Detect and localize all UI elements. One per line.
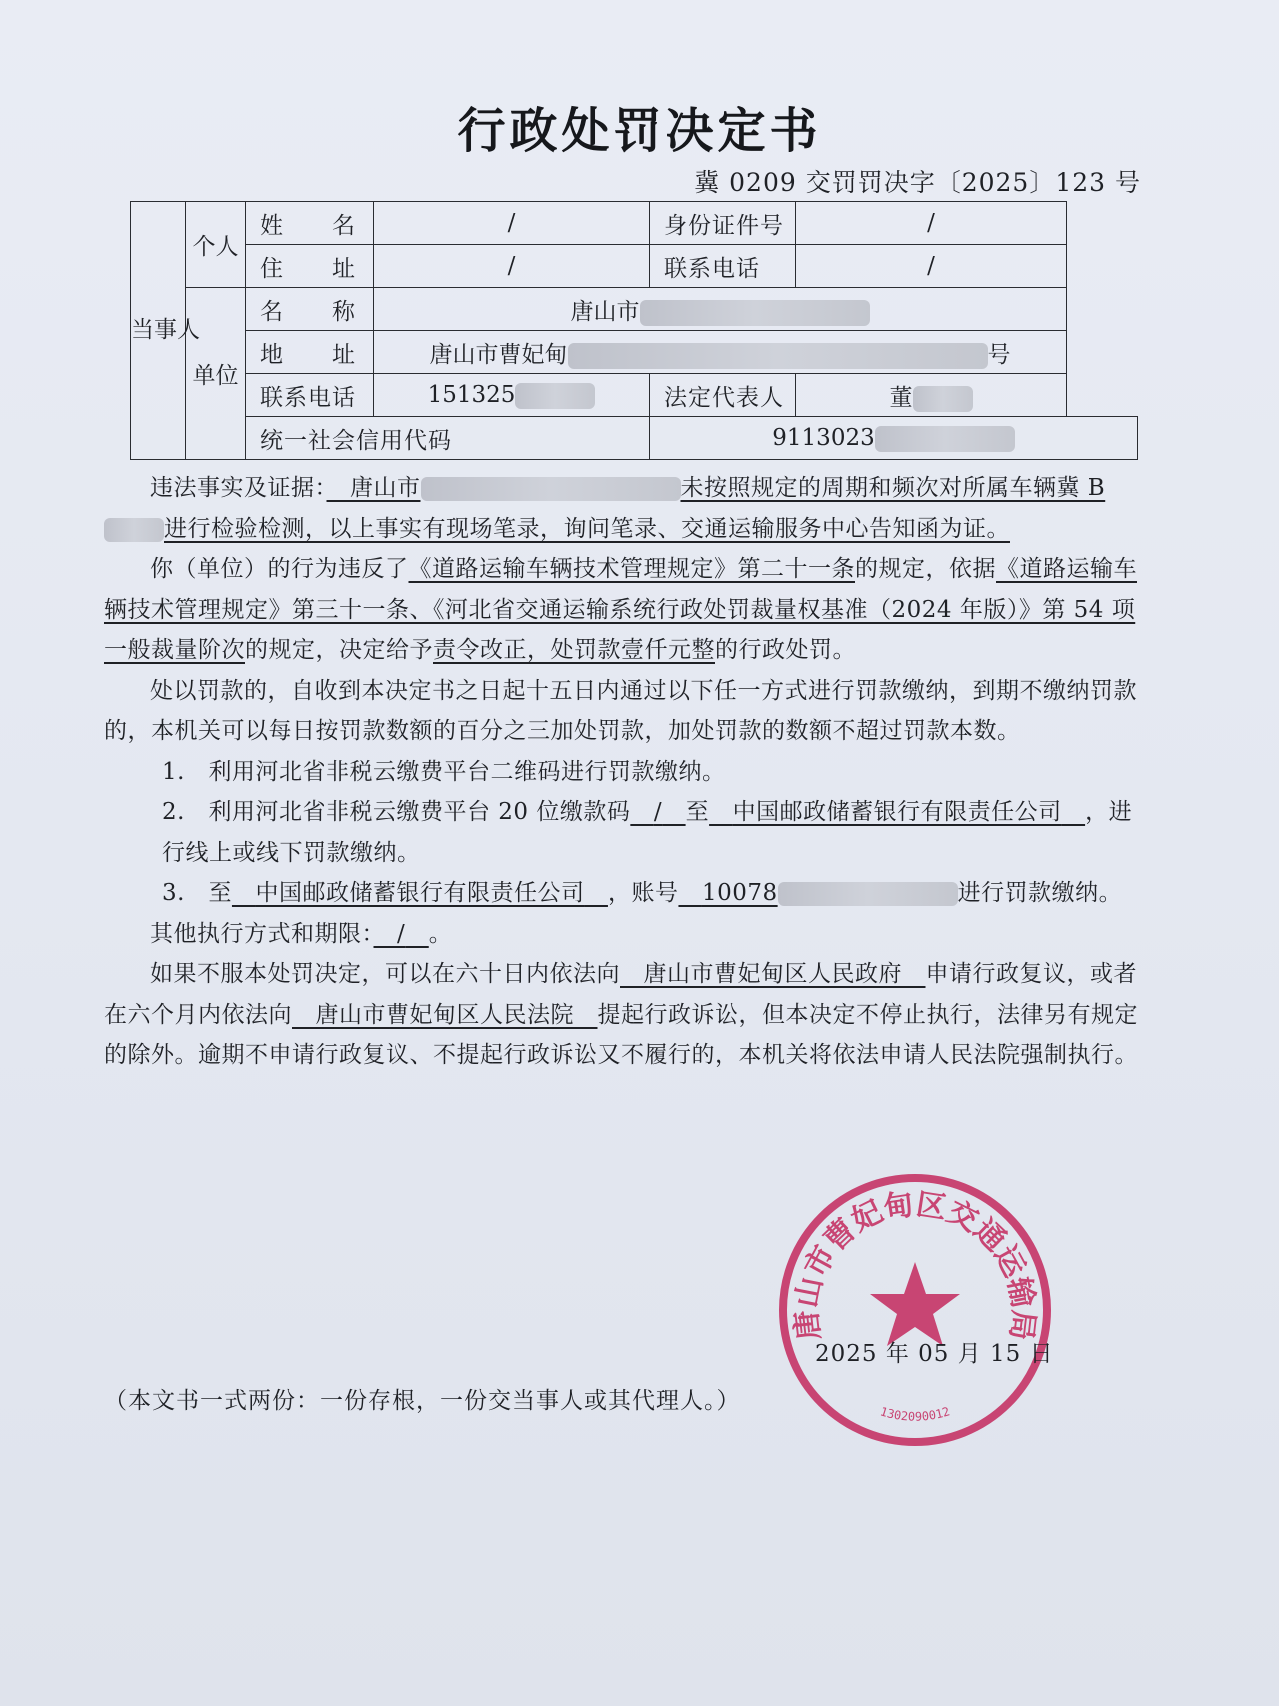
- court-name: 唐山市曹妃甸区人民法院: [315, 1001, 574, 1028]
- unit-name-value: 唐山市: [374, 288, 1067, 331]
- seal-graphic: [775, 1170, 1055, 1450]
- redacted-block: [421, 477, 681, 501]
- redacted-block: [913, 386, 973, 412]
- unit-address-label: 地 址: [246, 331, 374, 374]
- seal-org-name: 唐山市曹妃甸区交通运输局: [789, 1187, 1041, 1343]
- official-seal: [775, 1170, 1055, 1450]
- address-label: 住 址: [246, 245, 374, 288]
- redacted-block: [104, 518, 164, 542]
- document-title: 行政处罚决定书: [457, 103, 822, 159]
- payment-item-3: 3. 至 中国邮政储蓄银行有限责任公司 ，账号 10078 进行罚款缴纳。: [162, 880, 1123, 906]
- id-number-value: /: [796, 202, 1067, 245]
- facts-paragraph: [104, 468, 1154, 549]
- redacted-block: [778, 882, 958, 906]
- name-label: 姓 名: [246, 202, 374, 245]
- id-number-label: 身份证件号: [650, 202, 796, 245]
- seal-star-icon: [870, 1262, 960, 1346]
- legal-rep-value: 董: [796, 374, 1067, 417]
- payment-intro: 处以罚款的，自收到本决定书之日起十五日内通过以下任一方式进行罚款缴纳，到期不缴纳罚款的，本机关可以每日按罚款数额的百分之三加处罚款，加处罚款的数额不超过罚款本数。: [104, 677, 1137, 744]
- footer-note: （本文书一式两份：一份存根，一份交当事人或其代理人。）: [104, 1388, 741, 1414]
- legal-rep-label: 法定代表人: [650, 374, 796, 417]
- payment-item-2: 2. 利用河北省非税云缴费平台 20 位缴款码 / 至 中国邮政储蓄银行有限责任公司 ，进行线上或线下罚款缴纳。: [162, 799, 1133, 866]
- redacted-block: [640, 300, 870, 326]
- redacted-block: [875, 426, 1015, 452]
- signature-date: 2025 年 05 月 15 日: [815, 1341, 1054, 1367]
- address-value: /: [374, 245, 650, 288]
- legal-basis: 《道路运输车辆技术管理规定》第三十一条、《河北省交通运输系统行政处罚裁量权基准（2024 年版）》第 54 项一般裁量阶次: [104, 556, 1137, 663]
- facts-label: 违法事实及证据：: [150, 475, 327, 501]
- facts-content: 唐山市 未按照规定的周期和频次对所属车辆冀 B进行检验检测，以上事实有现场笔录，询问笔录、交通运输服务中心告知函为证。: [104, 475, 1105, 542]
- name-value: /: [374, 202, 650, 245]
- decision-paragraph: 你（单位）的行为违反了《道路运输车辆技术管理规定》第二十一条的规定，依据《道路运输车辆技术管理规定》第三十一条、《河北省交通运输系统行政处罚裁量权基准（2024 年版）》第 54 项一般裁量阶次的规定，决定给予责令改正，处罚款壹仟元整的行政处罚。: [104, 556, 1137, 663]
- unit-phone-value: 151325: [374, 374, 650, 417]
- credit-code-label: 统一社会信用代码: [246, 417, 650, 460]
- party-label: 当事人: [131, 202, 186, 460]
- other-execution: 其他执行方式和期限： / 。: [150, 920, 453, 947]
- payment-item-1: 1. 利用河北省非税云缴费平台二维码进行罚款缴纳。: [162, 758, 726, 785]
- seal-code: 1302090012: [878, 1404, 952, 1424]
- credit-code-value: 9113023: [650, 417, 1138, 460]
- unit-name-label: 名 称: [246, 288, 374, 331]
- redacted-block: [515, 383, 595, 409]
- decision-body: [104, 468, 1154, 1076]
- penalty: 责令改正，处罚款壹仟元整: [433, 637, 715, 663]
- unit-phone-label: 联系电话: [246, 374, 374, 417]
- unit-label: 单位: [186, 288, 246, 460]
- violated-regulation: 《道路运输车辆技术管理规定》第二十一条: [408, 556, 855, 582]
- party-info-table: [130, 201, 1138, 460]
- unit-address-value: 唐山市曹妃甸 号: [374, 331, 1067, 374]
- phone-value: /: [796, 245, 1067, 288]
- individual-label: 个人: [186, 202, 246, 288]
- phone-label: 联系电话: [650, 245, 796, 288]
- document-number: 冀 0209 交罚罚决字〔2025〕123 号: [694, 168, 1141, 197]
- review-authority: 唐山市曹妃甸区人民政府: [643, 961, 902, 987]
- appeal-paragraph: 如果不服本处罚决定，可以在六十日内依法向 唐山市曹妃甸区人民政府 申请行政复议，或者在六个月内依法向 唐山市曹妃甸区人民法院 提起行政诉讼，但本决定不停止执行，法律另有规定的除外。逾期不申请行政复议、不提起行政诉讼又不履行的，本机关将依法申请人民法院强制执行。: [104, 961, 1138, 1068]
- redacted-block: [568, 343, 988, 369]
